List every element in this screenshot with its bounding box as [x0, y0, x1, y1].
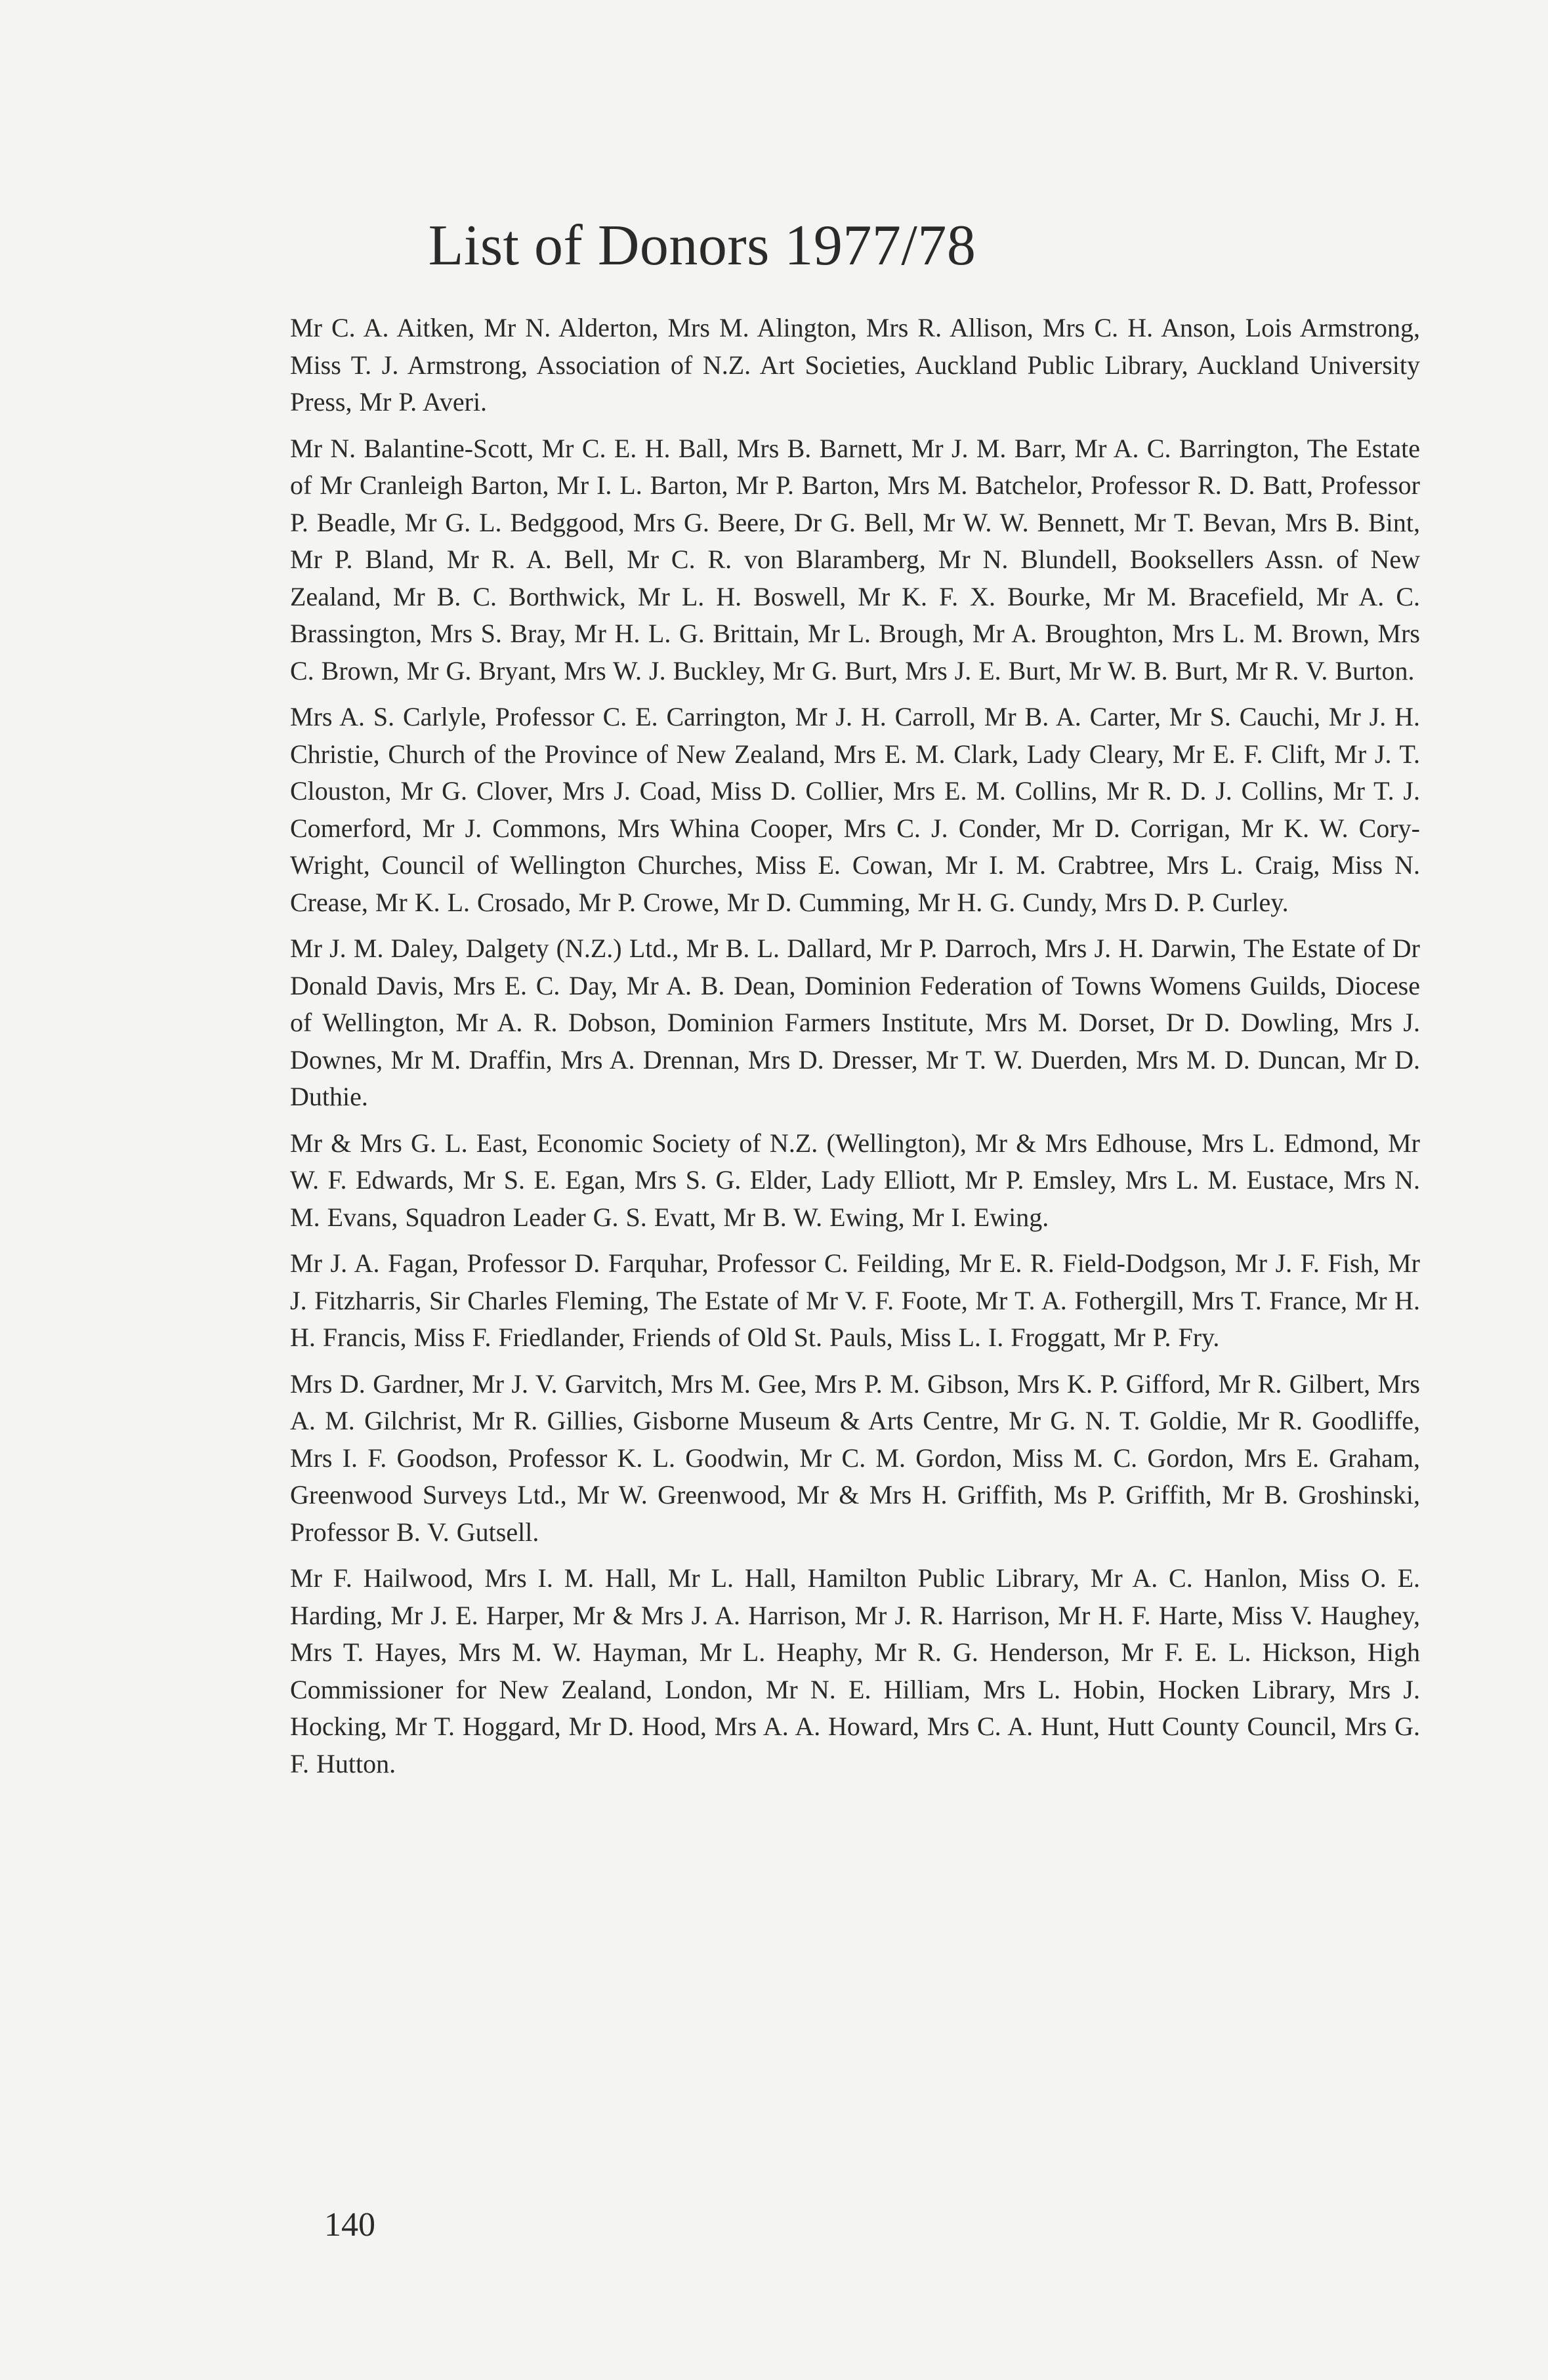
donor-paragraph-b: Mr N. Balantine-Scott, Mr C. E. H. Ball, Mrs B. Barnett, Mr J. M. Barr, Mr A. C. Barrington, The Estate of Mr Cranleigh Barton, Mr I. L. Barton, Mr P. Barton, Mrs M. Batchelor, Professor R. D. Batt, Professor P. Beadle, Mr G. L. Bedggood, Mrs G. Beere, Dr G. Bell, Mr W. W. Bennett, Mr T. Bevan, Mrs B. Bint, Mr P. Bland, Mr R. A. Bell, Mr C. R. von Blaramberg, Mr N. Blundell, Booksellers Assn. of New Zealand, Mr B. C. Borthwick, Mr L. H. Boswell, Mr K. F. X. Bourke, Mr M. Bracefield, Mr A. C. Brassington, Mrs S. Bray, Mr H. L. G. Brittain, Mr L. Brough, Mr A. Broughton, Mrs L. M. Brown, Mrs C. Brown, Mr G. Bryant, Mrs W. J. Buckley, Mr G. Burt, Mrs J. E. Burt, Mr W. B. Burt, Mr R. V. Burton. [290, 433, 1420, 686]
donor-paragraph-c: Mrs A. S. Carlyle, Professor C. E. Carrington, Mr J. H. Carroll, Mr B. A. Carter, Mr S. Cauchi, Mr J. H. Christie, Church of the Province of New Zealand, Mrs E. M. Clark, Lady Cleary, Mr E. F. Clift, Mr J. T. Clouston, Mr G. Clover, Mrs J. Coad, Miss D. Collier, Mrs E. M. Collins, Mr R. D. J. Collins, Mr T. J. Comerford, Mr J. Commons, Mrs Whina Cooper, Mrs C. J. Conder, Mr D. Corrigan, Mr K. W. Cory-Wright, Council of Wellington Churches, Miss E. Cowan, Mr I. M. Crabtree, Mrs L. Craig, Miss N. Crease, Mr K. L. Crosado, Mr P. Crowe, Mr D. Cumming, Mr H. G. Cundy, Mrs D. P. Curley. [290, 702, 1420, 917]
donor-paragraph-g: Mrs D. Gardner, Mr J. V. Garvitch, Mrs M. Gee, Mrs P. M. Gibson, Mrs K. P. Gifford, Mr R. Gilbert, Mrs A. M. Gilchrist, Mr R. Gillies, Gisborne Museum & Arts Centre, Mr G. N. T. Goldie, Mr R. Goodliffe, Mrs I. F. Goodson, Professor K. L. Goodwin, Mr C. M. Gordon, Miss M. C. Gordon, Mrs E. Graham, Greenwood Surveys Ltd., Mr W. Greenwood, Mr & Mrs H. Griffith, Ms P. Griffith, Mr B. Groshinski, Professor B. V. Gutsell. [290, 1368, 1420, 1547]
donor-paragraph-h: Mr F. Hailwood, Mrs I. M. Hall, Mr L. Hall, Hamilton Public Library, Mr A. C. Hanlon, Miss O. E. Harding, Mr J. E. Harper, Mr & Mrs J. A. Harrison, Mr J. R. Harrison, Mr H. F. Harte, Miss V. Haughey, Mrs T. Hayes, Mrs M. W. Hayman, Mr L. Heaphy, Mr R. G. Henderson, Mr F. E. L. Hickson, High Commissioner for New Zealand, London, Mr N. E. Hilliam, Mrs L. Hobin, Hocken Library, Mrs J. Hocking, Mr T. Hoggard, Mr D. Hood, Mrs A. A. Howard, Mrs C. A. Hunt, Hutt County Council, Mrs G. F. Hutton. [290, 1563, 1420, 1778]
donor-paragraph-e: Mr & Mrs G. L. East, Economic Society of N.Z. (Wellington), Mr & Mrs Edhouse, Mrs L. Edmond, Mr W. F. Edwards, Mr S. E. Egan, Mrs S. G. Elder, Lady Elliott, Mr P. Emsley, Mrs L. M. Eustace, Mrs N. M. Evans, Squadron Leader G. S. Evatt, Mr B. W. Ewing, Mr I. Ewing. [290, 1128, 1420, 1232]
donor-paragraph-a: Mr C. A. Aitken, Mr N. Alderton, Mrs M. Alington, Mrs R. Allison, Mrs C. H. Anson, Lois Armstrong, Miss T. J. Armstrong, Association of N.Z. Art Societies, Auckland Public Library, Auckland University Press, Mr P. Averi. [290, 313, 1420, 417]
donor-paragraph-f: Mr J. A. Fagan, Professor D. Farquhar, Professor C. Feilding, Mr E. R. Field-Dodgson, Mr J. F. Fish, Mr J. Fitzharris, Sir Charles Fleming, The Estate of Mr V. F. Foote, Mr T. A. Fothergill, Mrs T. France, Mr H. H. Francis, Miss F. Friedlander, Friends of Old St. Pauls, Miss L. I. Froggatt, Mr P. Fry. [290, 1248, 1420, 1352]
donor-list [290, 310, 1420, 1792]
page-number: 140 [324, 2206, 375, 2244]
page-title: List of Donors 1977/78 [428, 214, 976, 277]
donor-paragraph-d: Mr J. M. Daley, Dalgety (N.Z.) Ltd., Mr B. L. Dallard, Mr P. Darroch, Mrs J. H. Darwin, The Estate of Dr Donald Davis, Mrs E. C. Day, Mr A. B. Dean, Dominion Federation of Towns Womens Guilds, Diocese of Wellington, Mr A. R. Dobson, Dominion Farmers Institute, Mrs M. Dorset, Dr D. Dowling, Mrs J. Downes, Mr M. Draffin, Mrs A. Drennan, Mrs D. Dresser, Mr T. W. Duerden, Mrs M. D. Duncan, Mr D. Duthie. [290, 934, 1420, 1111]
